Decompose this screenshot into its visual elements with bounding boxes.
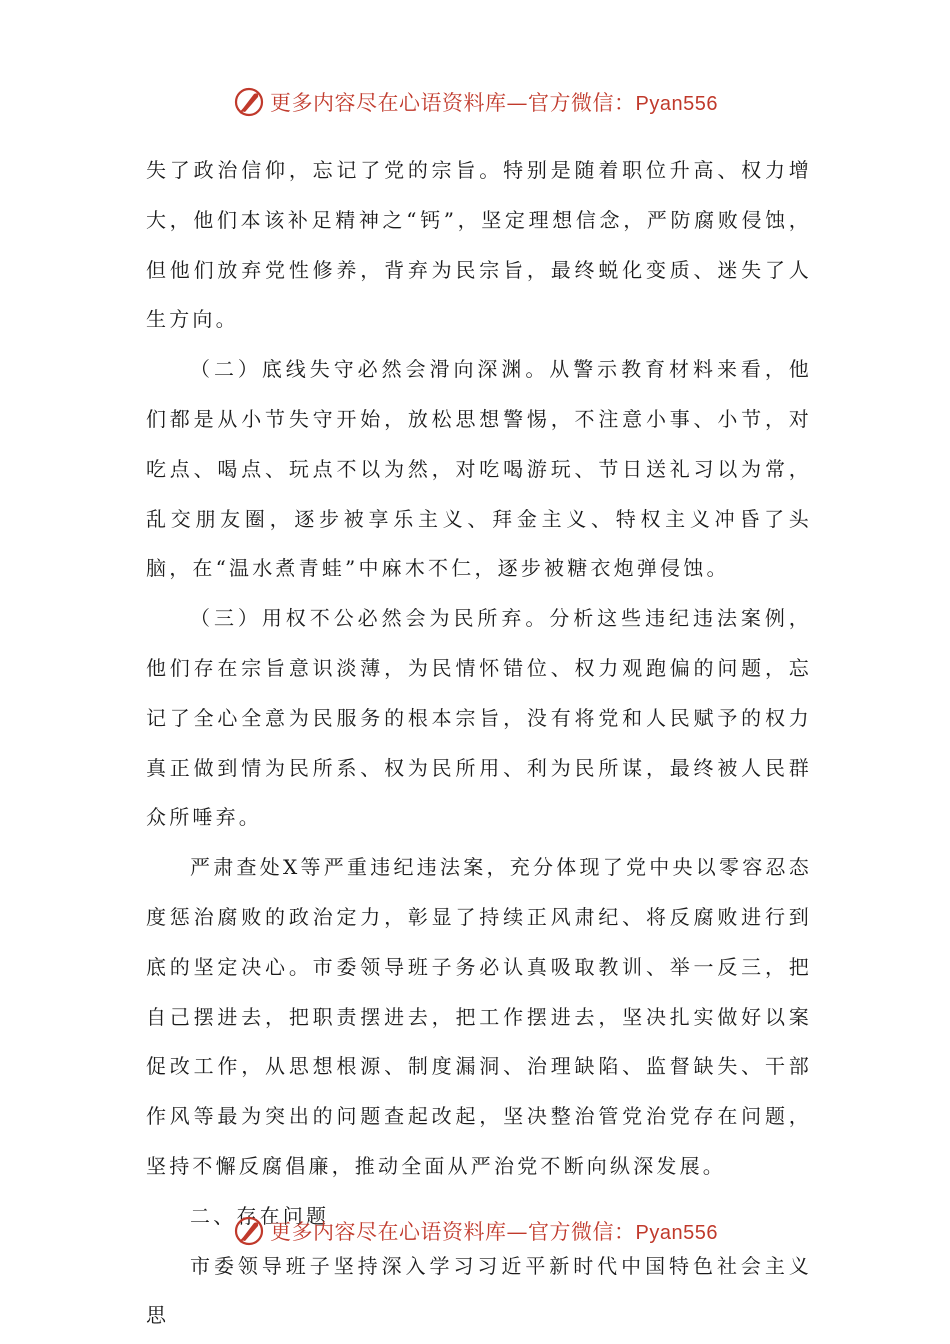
banner-text: 更多内容尽在心语资料库—官方微信：Pyan556 xyxy=(270,91,718,115)
banner-content xyxy=(232,85,718,119)
paragraph: 严肃查处X等严重违纪违法案，充分体现了党中央以零容忍态度惩治腐败的政治定力，彰显了持续正风肃纪、将反腐败进行到底的坚定决心。市委领导班子务必认真吸取教训、举一反三，把自己摆进去，把职责摆进去，把工作摆进去，坚决扎实做好以案促改工作，从思想根源、制度漏洞、治理缺陷、监督缺失、干部作风等最为突出的问题查起改起，坚决整治管党治党存在问题，坚持不懈反腐倡廉，推动全面从严治党不断向纵深发展。 xyxy=(146,855,812,1178)
wechat-id: Pyan556 xyxy=(635,1222,718,1244)
paragraph: 市委领导班子坚持深入学习习近平新时代中国特色社会主义思 xyxy=(146,1253,812,1328)
paragraph: （二）底线失守必然会滑向深渊。从警示教育材料来看，他们都是从小节失守开始，放松思想警惕，不注意小事、小节，对吃点、喝点、玩点不以为然，对吃喝游玩、节日送礼习以为常，乱交朋友圈，逐步被享乐主义、拜金主义、特权主义冲昏了头脑，在“温水煮青蛙”中麻木不仁，逐步被糖衣炮弹侵蚀。 xyxy=(146,357,812,581)
wechat-id: Pyan556 xyxy=(635,93,718,115)
document-body xyxy=(146,146,812,1341)
quill-pen-logo-icon xyxy=(232,1214,266,1248)
banner-text: 更多内容尽在心语资料库—官方微信：Pyan556 xyxy=(270,1220,718,1244)
paragraph: 失了政治信仰，忘记了党的宗旨。特别是随着职位升高、权力增大，他们本该补足精神之“钙”，坚定理想信念，严防腐败侵蚀，但他们放弃党性修养，背弃为民宗旨，最终蜕化变质、迷失了人生方向。 xyxy=(146,158,812,332)
banner-content xyxy=(232,1214,718,1248)
paragraph: （三）用权不公必然会为民所弃。分析这些违纪违法案例，他们存在宗旨意识淡薄，为民情怀错位、权力观跑偏的问题，忘记了全心全意为民服务的根本宗旨，没有将党和人民赋予的权力真正做到情为民所系、权为民所用、利为民所谋，最终被人民群众所唾弃。 xyxy=(146,606,812,830)
header-watermark-banner xyxy=(0,82,950,122)
footer-watermark-banner xyxy=(0,1211,950,1251)
quill-pen-logo-icon xyxy=(232,85,266,119)
section-heading: 二、存在问题 xyxy=(190,1203,330,1228)
